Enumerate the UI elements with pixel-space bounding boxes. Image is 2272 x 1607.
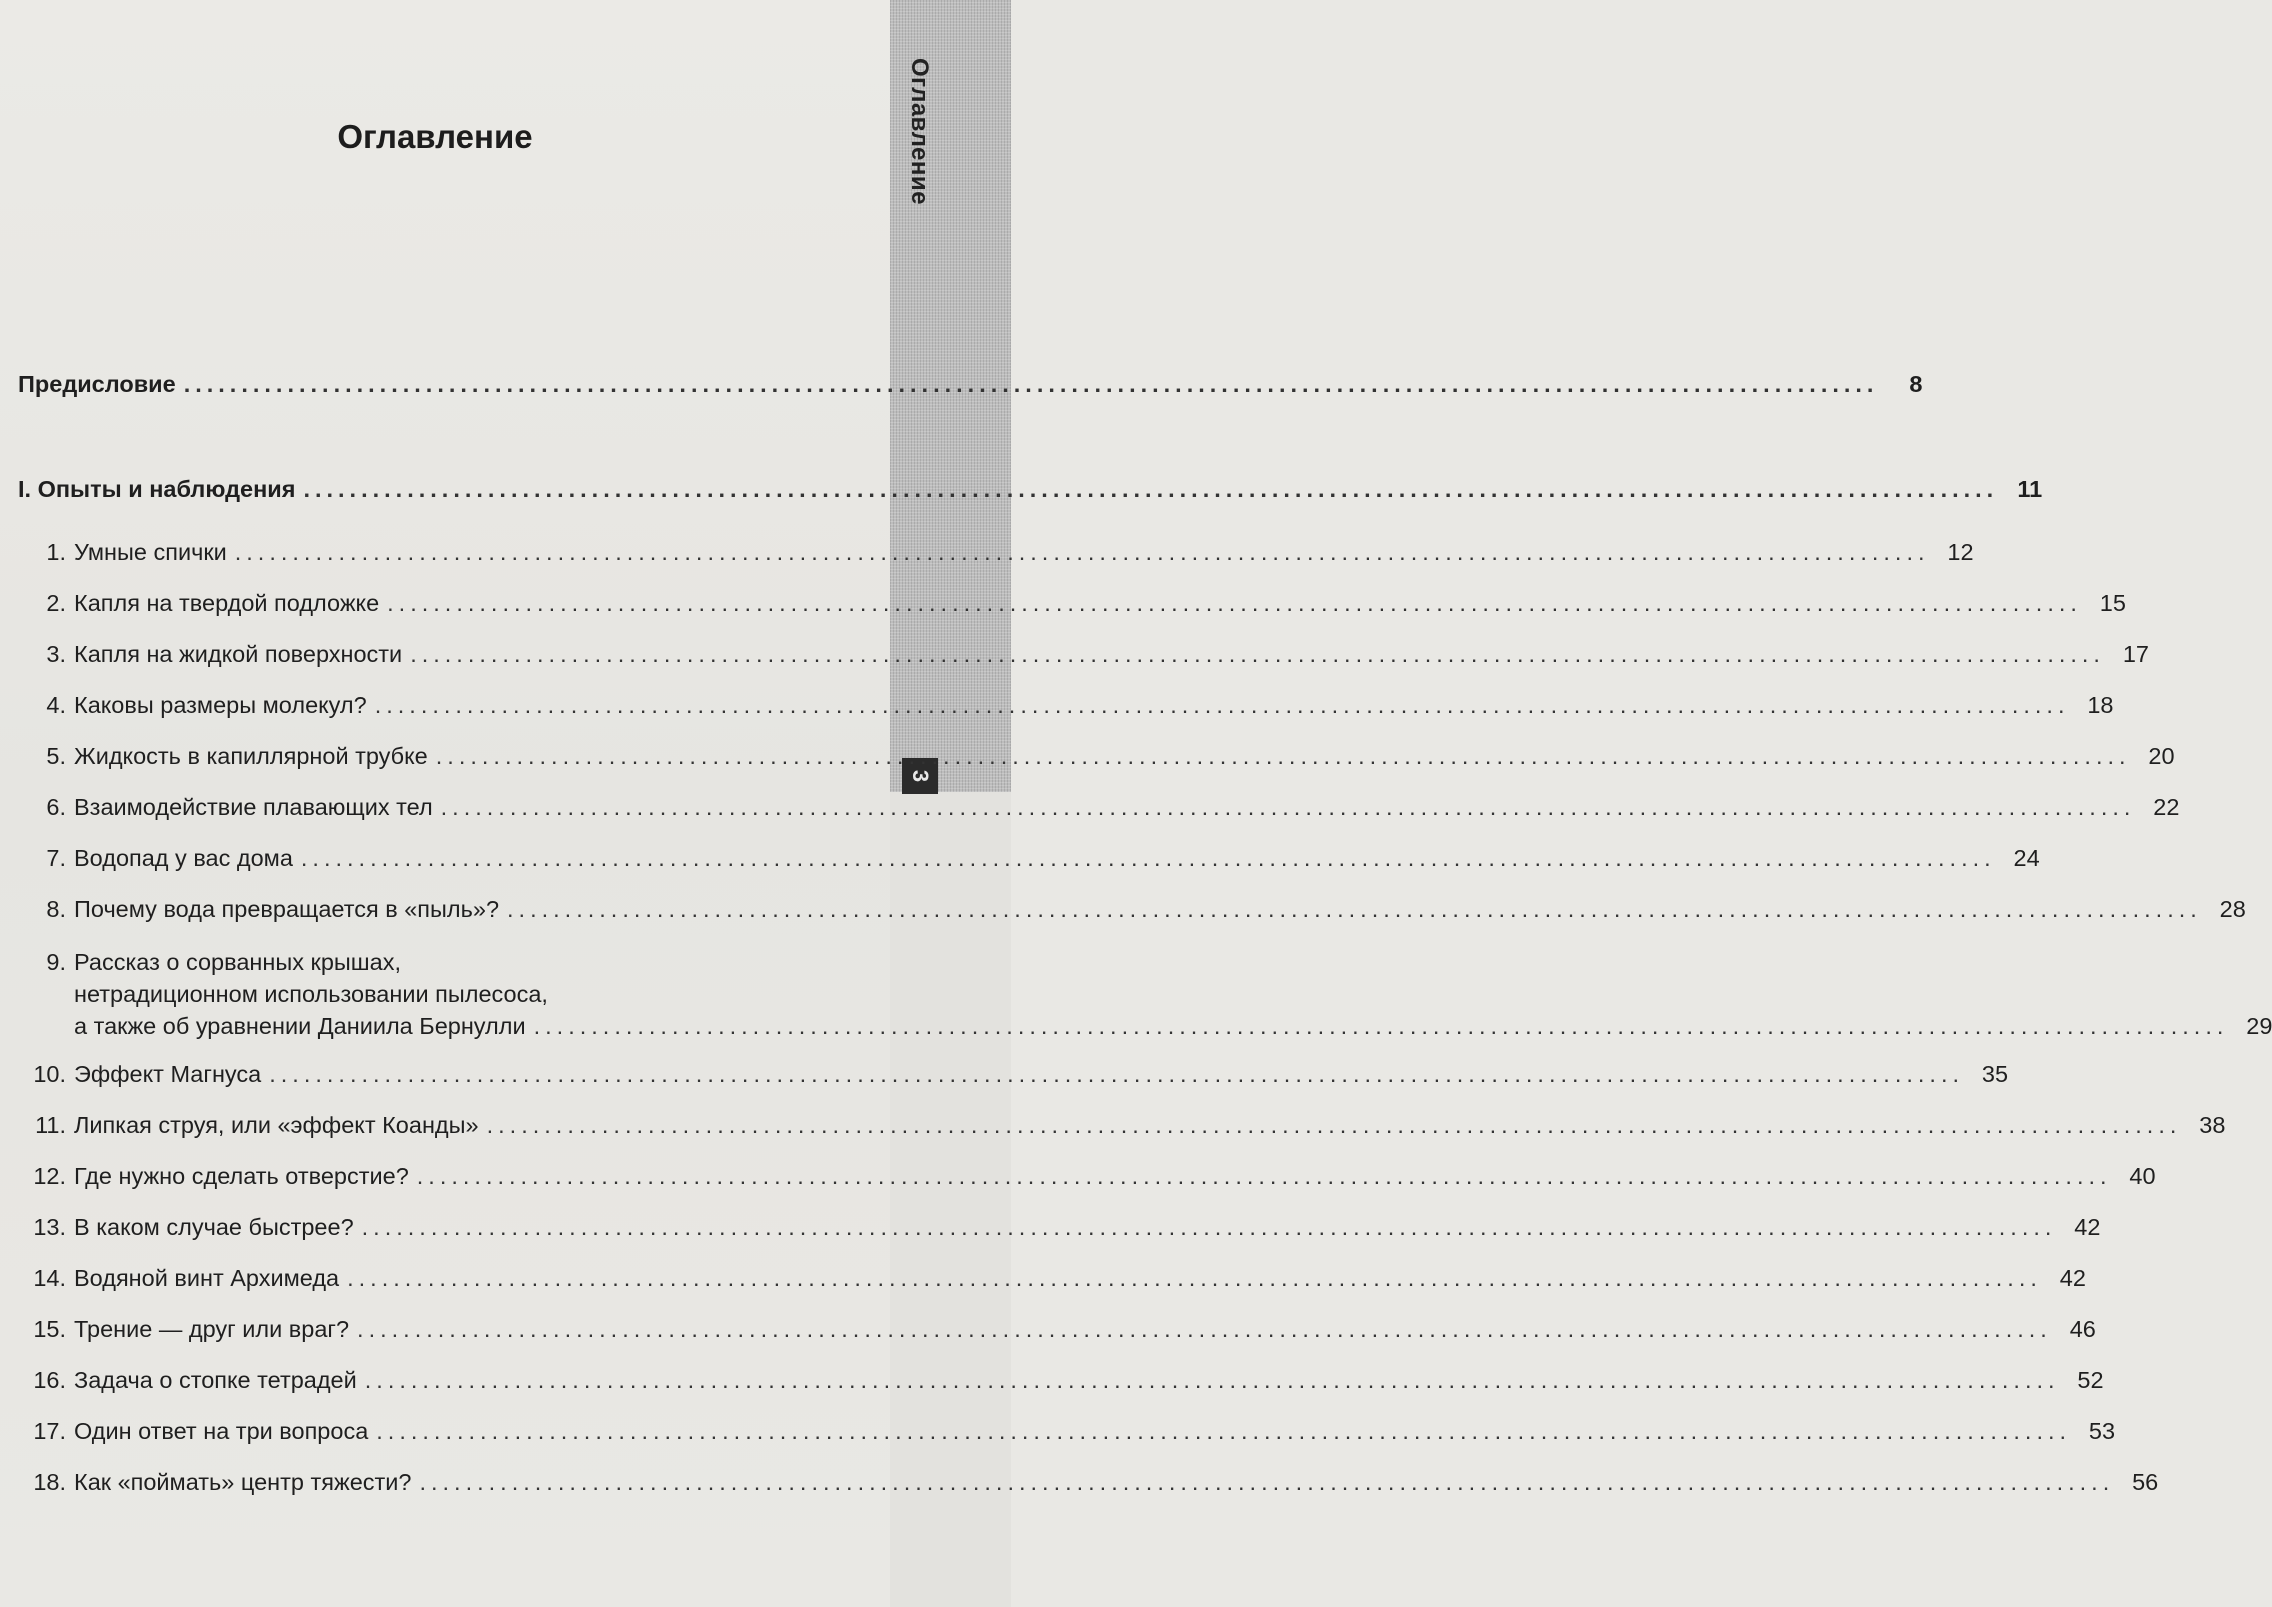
toc-entry-page: 17 <box>2122 641 2149 667</box>
toc-entry-page: 15 <box>2099 590 2126 616</box>
toc-entry-page: 53 <box>2088 1418 2116 1444</box>
toc-entry-label: Предисловие <box>18 371 176 397</box>
toc-entry-label-line: Рассказ о сорванных крышах, <box>74 949 401 975</box>
toc-entry-part-1[interactable] <box>18 473 2043 505</box>
toc-entry[interactable] <box>18 1466 2159 1498</box>
toc-entry-page: 52 <box>2077 1367 2104 1393</box>
toc-entry-page: 12 <box>1947 539 1974 565</box>
toc-entry-page: 38 <box>2199 1112 2226 1138</box>
toc-entry-number: 7. <box>46 845 66 871</box>
leader-dots: ................................................................................................................................................... <box>347 1265 2042 1291</box>
toc-entry-number: 10. <box>33 1061 66 1087</box>
toc-entry-label-line: а также об уравнении Даниила Бернулли <box>74 1013 526 1039</box>
toc-entry-label: Каковы размеры молекул? <box>74 692 367 718</box>
toc-entry[interactable] <box>18 1211 2101 1243</box>
toc-entry-label: Задача о стопке тетрадей <box>74 1367 357 1393</box>
leader-dots: ................................................................................................................................................... <box>361 1214 2057 1240</box>
side-tab-page-number: 3 <box>902 758 938 794</box>
toc-entry[interactable] <box>18 893 2246 925</box>
toc-entry-number: 4. <box>46 692 66 718</box>
toc-entry[interactable] <box>18 740 2175 772</box>
toc-entry-page: 46 <box>2069 1316 2096 1342</box>
toc-entry-number: 14. <box>33 1265 66 1291</box>
toc-entry-label: Трение — друг или враг? <box>74 1316 350 1342</box>
toc-entry-number: 9. <box>46 949 66 975</box>
side-tab-title: Оглавление <box>906 58 933 205</box>
toc-entry-page: 42 <box>2074 1214 2101 1240</box>
toc-entry[interactable] <box>18 1415 2116 1447</box>
leader-dots: ................................................................................................................................................... <box>507 896 2202 922</box>
toc-entry-number: 11. <box>35 1112 66 1138</box>
toc-entry-number: 15. <box>33 1316 66 1342</box>
toc-entry[interactable] <box>18 536 1974 568</box>
page-title: Оглавление <box>337 118 533 155</box>
toc-entry-page: 35 <box>1981 1061 2009 1087</box>
leader-dots: ................................................................................................................................................... <box>486 1112 2182 1138</box>
leader-dots: ................................................................................................................................................... <box>440 794 2136 820</box>
toc-entry-page: 18 <box>2087 692 2114 718</box>
leader-dots: ................................................................................................................................................... <box>300 845 1996 871</box>
toc-entry-label: Умные спички <box>74 539 227 565</box>
toc-entry-page: 28 <box>2219 896 2246 922</box>
toc-entry-page: 8 <box>1909 371 1923 397</box>
toc-entry-number: 1. <box>46 539 66 565</box>
leader-dots: ................................................................................................................................................... <box>419 1469 2115 1495</box>
toc-entry-preface[interactable] <box>18 368 1923 400</box>
toc-entry-label-line: нетрадиционном использовании пылесоса, <box>74 981 548 1007</box>
toc-entry-label: I. Опыты и наблюдения <box>18 476 296 502</box>
toc-entry-number: 2. <box>46 590 66 616</box>
toc-entry[interactable] <box>18 1364 2104 1396</box>
toc-entry-page: 56 <box>2132 1469 2159 1495</box>
toc-entry-label: Как «поймать» центр тяжести? <box>74 1469 412 1495</box>
toc-entry-label: Водопад у вас дома <box>74 845 293 871</box>
toc-entry[interactable] <box>18 842 2040 874</box>
toc-entry-page: 11 <box>2017 476 2043 502</box>
leader-dots: ................................................................................................................................................... <box>435 743 2131 769</box>
toc-entry[interactable] <box>18 689 2114 721</box>
leader-dots: ................................................................................................................................................... <box>376 1418 2072 1444</box>
leader-dots: ................................................................................................................................................... <box>374 692 2070 718</box>
toc-entry-label: Капля на твердой подложке <box>74 590 380 616</box>
toc-entry-label: Эффект Магнуса <box>74 1061 262 1087</box>
toc-entry[interactable] <box>18 1262 2086 1294</box>
leader-dots: ................................................................................................................................................... <box>387 590 2082 616</box>
toc-entry[interactable] <box>18 1058 2009 1090</box>
leader-dots: ................................................................................................................................................... <box>410 641 2105 667</box>
leader-dots: ................................................................................................................................................... <box>357 1316 2052 1342</box>
leader-dots: ................................................................................................................................................... <box>183 371 1879 397</box>
toc-entry-page: 42 <box>2059 1265 2086 1291</box>
toc-entry-label: Взаимодействие плавающих тел <box>74 794 433 820</box>
toc-entry-label: Почему вода превращается в «пыль»? <box>74 896 500 922</box>
toc-entry-label: В каком случае быстрее? <box>74 1214 354 1240</box>
toc-entry[interactable] <box>18 1160 2156 1192</box>
toc-entry-number: 18. <box>33 1469 66 1495</box>
toc-entry-number: 3. <box>46 641 66 667</box>
toc-entry-label: Капля на жидкой поверхности <box>74 641 403 667</box>
toc-entry[interactable] <box>18 638 2149 670</box>
toc-entry-number: 16. <box>33 1367 66 1393</box>
toc-entry[interactable] <box>18 1109 2226 1141</box>
toc-entry[interactable] <box>18 1313 2096 1345</box>
toc-entry-number: 17. <box>33 1418 66 1444</box>
leader-dots: ................................................................................................................................................... <box>303 476 1999 502</box>
toc-entry-page: 29 <box>2246 1013 2272 1039</box>
toc-entry-number: 12. <box>33 1163 66 1189</box>
toc-entry-label: Водяной винт Архимеда <box>74 1265 340 1291</box>
toc-entry-label: Где нужно сделать отверстие? <box>74 1163 409 1189</box>
leader-dots: ................................................................................................................................................... <box>533 1013 2229 1039</box>
toc-entry-number: 8. <box>46 896 66 922</box>
leader-dots: ................................................................................................................................................... <box>234 539 1930 565</box>
leader-dots: ................................................................................................................................................... <box>269 1061 1965 1087</box>
toc-entry-page: 22 <box>2153 794 2180 820</box>
toc-entry[interactable] <box>18 791 2180 823</box>
toc-entry-page: 20 <box>2148 743 2175 769</box>
toc-entry[interactable] <box>18 587 2126 619</box>
toc-entry-label: Один ответ на три вопроса <box>74 1418 369 1444</box>
leader-dots: ................................................................................................................................................... <box>416 1163 2112 1189</box>
toc-entry-number: 13. <box>33 1214 66 1240</box>
toc-entry-label: Липкая струя, или «эффект Коанды» <box>74 1112 479 1138</box>
toc-entry-number: 5. <box>46 743 66 769</box>
leader-dots: ................................................................................................................................................... <box>364 1367 2060 1393</box>
toc-entry-label: Жидкость в капиллярной трубке <box>74 743 428 769</box>
toc-entry-multiline[interactable] <box>18 946 2272 1042</box>
toc-entry-number: 6. <box>46 794 66 820</box>
toc-entry-page: 40 <box>2129 1163 2156 1189</box>
toc-entry-page: 24 <box>2013 845 2040 871</box>
